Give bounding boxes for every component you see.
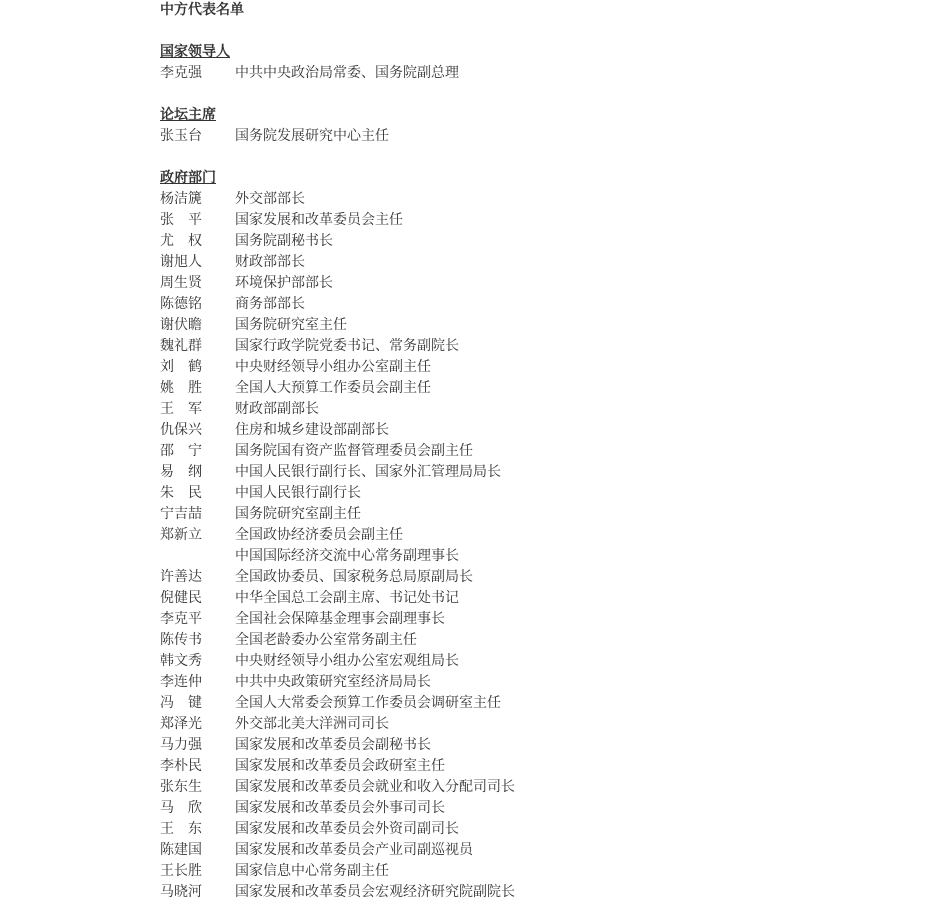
delegate-position: 国务院研究室副主任: [235, 506, 361, 522]
delegate-name: 郑泽光: [160, 716, 202, 732]
delegate-name: 仇保兴: [160, 422, 202, 438]
delegate-position: 国家行政学院党委书记、常务副院长: [235, 338, 459, 354]
delegate-position: 住房和城乡建设部副部长: [235, 422, 389, 438]
delegate-row: [160, 336, 940, 357]
delegate-name: 张玉台: [160, 128, 202, 144]
delegate-row: [160, 546, 940, 567]
delegate-row: [160, 483, 940, 504]
delegate-position: 国家发展和改革委员会政研室主任: [235, 758, 445, 774]
delegate-name: 许善达: [160, 569, 202, 585]
delegate-name: 王 东: [160, 821, 202, 837]
delegate-position: 中华全国总工会副主席、书记处书记: [235, 590, 459, 606]
delegate-row: [160, 630, 940, 651]
delegate-position: 国家发展和改革委员会就业和收入分配司司长: [235, 779, 515, 795]
delegate-name: 马力强: [160, 737, 202, 753]
delegate-row: [160, 798, 940, 819]
delegate-name: 谢旭人: [160, 254, 202, 270]
delegate-row: [160, 315, 940, 336]
delegate-position: 中央财经领导小组办公室宏观组局长: [235, 653, 459, 669]
delegate-name: 王长胜: [160, 863, 202, 879]
sections-container: [160, 42, 940, 903]
delegate-position: 商务部部长: [235, 296, 305, 312]
delegate-name: 倪健民: [160, 590, 202, 606]
delegate-position: 全国老龄委办公室常务副主任: [235, 632, 417, 648]
delegate-position: 全国社会保障基金理事会副理事长: [235, 611, 445, 627]
section-heading: 国家领导人: [160, 44, 230, 60]
delegate-position: 国家发展和改革委员会产业司副巡视员: [235, 842, 473, 858]
delegate-row: [160, 504, 940, 525]
delegate-position: 全国人大预算工作委员会副主任: [235, 380, 431, 396]
delegate-name: 张东生: [160, 779, 202, 795]
delegate-position: 环境保护部部长: [235, 275, 333, 291]
delegate-row: [160, 861, 940, 882]
delegate-position: 国务院发展研究中心主任: [235, 128, 389, 144]
delegate-position: 中国国际经济交流中心常务副理事长: [235, 548, 459, 564]
delegate-row: [160, 273, 940, 294]
delegate-position: 国家发展和改革委员会外资司副司长: [235, 821, 459, 837]
delegate-row: [160, 714, 940, 735]
delegate-row: [160, 693, 940, 714]
delegate-name: 李克强: [160, 65, 202, 81]
delegate-row: [160, 840, 940, 861]
delegate-row: [160, 231, 940, 252]
delegate-row: [160, 210, 940, 231]
delegate-name: 李连仲: [160, 674, 202, 690]
delegate-name: 韩文秀: [160, 653, 202, 669]
delegate-name: 马晓河: [160, 884, 202, 900]
delegate-position: 国家信息中心常务副主任: [235, 863, 389, 879]
delegate-name: 李克平: [160, 611, 202, 627]
delegate-name: 邵 宁: [160, 443, 202, 459]
delegate-name: 朱 民: [160, 485, 202, 501]
delegate-row: [160, 294, 940, 315]
delegate-position: 国家发展和改革委员会外事司司长: [235, 800, 445, 816]
delegate-position: 国家发展和改革委员会宏观经济研究院副院长: [235, 884, 515, 900]
delegate-row: [160, 672, 940, 693]
delegate-row: [160, 462, 940, 483]
delegate-row: [160, 882, 940, 903]
section-heading: 论坛主席: [160, 107, 216, 123]
section: [160, 42, 940, 84]
delegate-name: 张 平: [160, 212, 202, 228]
delegate-position: 财政部副部长: [235, 401, 319, 417]
delegate-row: [160, 63, 940, 84]
delegate-name: 马 欣: [160, 800, 202, 816]
delegate-name: 尤 权: [160, 233, 202, 249]
delegate-row: [160, 735, 940, 756]
delegate-name: 杨洁篪: [160, 191, 202, 207]
delegate-row: [160, 651, 940, 672]
section: [160, 105, 940, 147]
delegate-position: 国务院研究室主任: [235, 317, 347, 333]
delegate-position: 国家发展和改革委员会主任: [235, 212, 403, 228]
delegate-position: 国务院副秘书长: [235, 233, 333, 249]
delegate-position: 外交部北美大洋洲司司长: [235, 716, 389, 732]
delegate-position: 国务院国有资产监督管理委员会副主任: [235, 443, 473, 459]
delegate-row: [160, 126, 940, 147]
delegate-position: 外交部部长: [235, 191, 305, 207]
delegate-position: 中央财经领导小组办公室副主任: [235, 359, 431, 375]
delegate-position: 全国人大常委会预算工作委员会调研室主任: [235, 695, 501, 711]
delegate-position: 中国人民银行副行长: [235, 485, 361, 501]
delegate-position: 国家发展和改革委员会副秘书长: [235, 737, 431, 753]
delegate-row: [160, 819, 940, 840]
delegate-row: [160, 525, 940, 546]
delegate-row: [160, 609, 940, 630]
delegate-position: 中共中央政治局常委、国务院副总理: [235, 65, 459, 81]
delegate-name: 刘 鹤: [160, 359, 202, 375]
delegate-name: 宁吉喆: [160, 506, 202, 522]
section-heading: 政府部门: [160, 170, 216, 186]
delegate-position: 全国政协经济委员会副主任: [235, 527, 403, 543]
delegate-row: [160, 567, 940, 588]
delegate-name: 陈建国: [160, 842, 202, 858]
delegate-name: 郑新立: [160, 527, 202, 543]
document-title: 中方代表名单: [160, 2, 244, 18]
delegate-name: 陈德铭: [160, 296, 202, 312]
delegate-name: 冯 键: [160, 695, 202, 711]
delegate-list-document: [160, 0, 940, 903]
delegate-position: 全国政协委员、国家税务总局原副局长: [235, 569, 473, 585]
delegate-name: 姚 胜: [160, 380, 202, 396]
delegate-row: [160, 252, 940, 273]
delegate-name: 李朴民: [160, 758, 202, 774]
delegate-row: [160, 441, 940, 462]
delegate-name: [160, 546, 235, 567]
delegate-row: [160, 420, 940, 441]
section: [160, 168, 940, 903]
delegate-name: 王 军: [160, 401, 202, 417]
delegate-name: 魏礼群: [160, 338, 202, 354]
delegate-position: 中国人民银行副行长、国家外汇管理局局长: [235, 464, 501, 480]
delegate-row: [160, 399, 940, 420]
delegate-row: [160, 588, 940, 609]
delegate-name: 谢伏瞻: [160, 317, 202, 333]
delegate-row: [160, 756, 940, 777]
delegate-name: 陈传书: [160, 632, 202, 648]
delegate-name: 易 纲: [160, 464, 202, 480]
delegate-position: 财政部部长: [235, 254, 305, 270]
delegate-row: [160, 189, 940, 210]
delegate-name: 周生贤: [160, 275, 202, 291]
delegate-row: [160, 357, 940, 378]
delegate-position: 中共中央政策研究室经济局局长: [235, 674, 431, 690]
delegate-row: [160, 777, 940, 798]
delegate-row: [160, 378, 940, 399]
